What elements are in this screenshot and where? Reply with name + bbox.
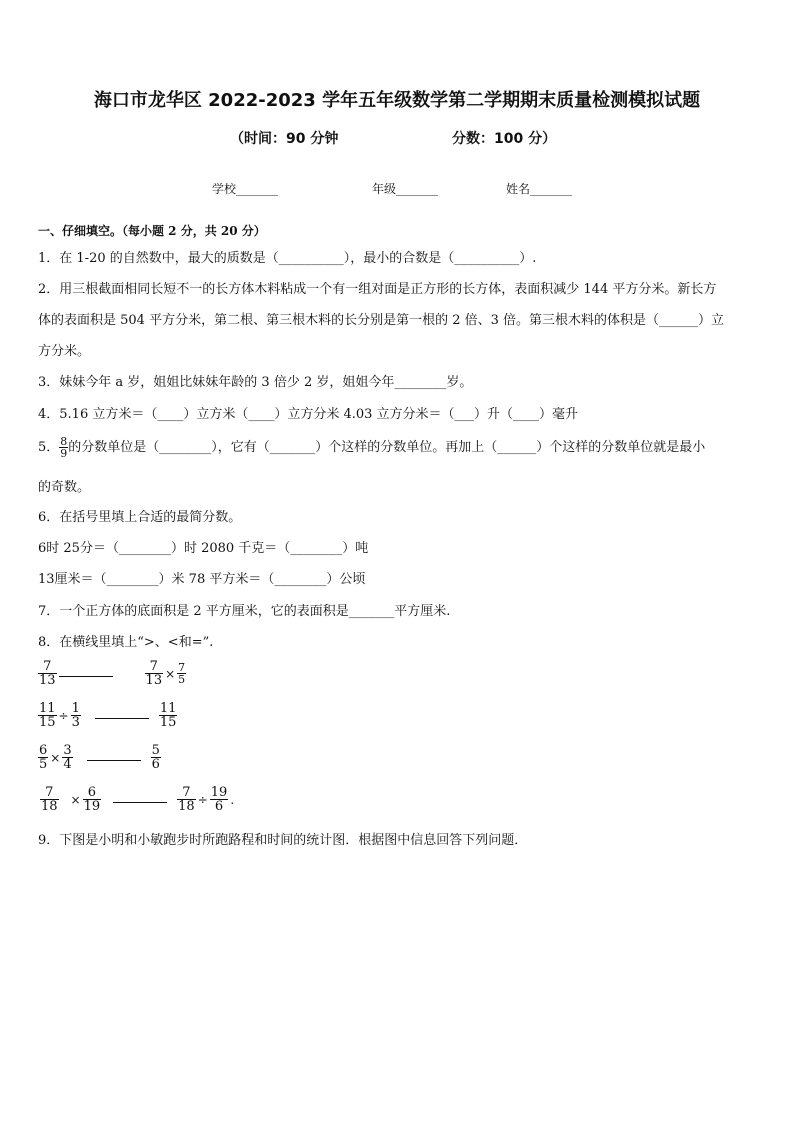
- fraction: $\frac{11}{15}$: [39, 701, 56, 730]
- fraction: $\frac{1}{3}$: [71, 701, 80, 730]
- question-8-heading: 8．在横线里填上“>、<和=”.: [38, 635, 214, 650]
- fraction: $\frac{7}{13}$: [39, 659, 56, 688]
- compare-row: $\frac{6}{5}$ × $\frac{3}{4}$ $\frac{5}{6}$: [39, 743, 160, 772]
- answer-blank[interactable]: [113, 790, 167, 803]
- fraction: $\frac{6}{19}$: [83, 785, 101, 814]
- question-6-row-2: 13厘米＝（________）米 78 平方米＝（________）公顷: [38, 572, 366, 587]
- fraction: $\frac{19}{6}$: [210, 785, 228, 814]
- question-9: 9．下图是小明和小敏跑步时所跑路程和时间的统计图．根据图中信息回答下列问题．: [38, 833, 528, 848]
- answer-blank[interactable]: [59, 664, 113, 677]
- grade-field: 年级_______: [372, 182, 439, 196]
- fraction: $\frac{7}{5}$: [178, 661, 186, 686]
- question-2-line-3: 方分米。: [38, 344, 91, 359]
- page-title: 海口市龙华区 2022-2023 学年五年级数学第二学期期末质量检测模拟试题: [93, 90, 701, 111]
- fraction: $\frac{7}{13}$: [145, 659, 163, 688]
- exam-time: （时间：90 分钟: [230, 131, 339, 147]
- question-1: 1．在 1-20 的自然数中，最大的质数是（__________），最小的合数是（__________）.: [38, 251, 537, 266]
- question-5: [38, 436, 705, 459]
- fraction: $\frac{6}{5}$: [39, 743, 48, 772]
- question-7: 7．一个正方体的底面积是 2 平方厘米，它的表面积是_______平方厘米.: [38, 604, 451, 619]
- compare-row: $\frac{11}{15}$ ÷ $\frac{1}{3}$ $\frac{11}{15}$: [39, 701, 177, 730]
- question-4: 4．5.16 立方米＝（____）立方米（____）立方分米 4.03 立方分米＝（___）升（____）毫升: [38, 407, 579, 422]
- fraction: $\frac{11}{15}$: [159, 701, 177, 730]
- question-2-line-1: 2．用三根截面相同长短不一的长方体木料粘成一个有一组对面是正方形的长方体，表面积减少 144 平方分米。新长方: [38, 282, 717, 297]
- question-5-text: 的分数单位是（________），它有（_______）个这样的分数单位。再加上（______）个这样的分数单位就是最小: [68, 440, 706, 455]
- answer-blank[interactable]: [87, 748, 141, 761]
- fraction: $\frac{3}{4}$: [63, 743, 72, 772]
- compare-row: $\frac{7}{13}$ $\frac{7}{13}$ × $\frac{7}{5}$: [39, 659, 186, 688]
- question-3: 3．妹妹今年 a 岁，姐姐比妹妹年龄的 3 倍少 2 岁，姐姐今年________岁。: [38, 375, 473, 390]
- fraction: $\frac{5}{6}$: [151, 743, 160, 772]
- question-2-line-2: 体的表面积是 504 平方分米，第二根、第三根木料的长分别是第一根的 2 倍、3 倍。第三根木料的体积是（______）立: [38, 313, 725, 328]
- question-5-line-2: 的奇数。: [38, 480, 91, 495]
- fraction: $\frac{7}{18}$: [178, 785, 195, 814]
- section-heading: 一、仔细填空。（每小题 2 分，共 20 分）: [38, 224, 266, 238]
- question-6-heading: 6．在括号里填上合适的最简分数。: [38, 510, 242, 525]
- name-field: 姓名_______: [506, 182, 573, 196]
- exam-score: 分数：100 分）: [452, 131, 557, 147]
- fraction: $\frac{8}{9}$: [60, 435, 68, 460]
- fraction: $\frac{7}{18}$: [41, 785, 58, 814]
- question-5-prefix: 5．: [38, 440, 60, 455]
- answer-blank[interactable]: [95, 706, 149, 719]
- school-field: 学校_______: [212, 182, 279, 196]
- question-6-row-1: 6时 25分＝（________）时 2080 千克＝（________）吨: [38, 541, 369, 556]
- compare-row: $\frac{7}{18}$ × $\frac{6}{19}$ $\frac{7}{18}$ ÷ $\frac{19}{6}$ .: [41, 785, 235, 814]
